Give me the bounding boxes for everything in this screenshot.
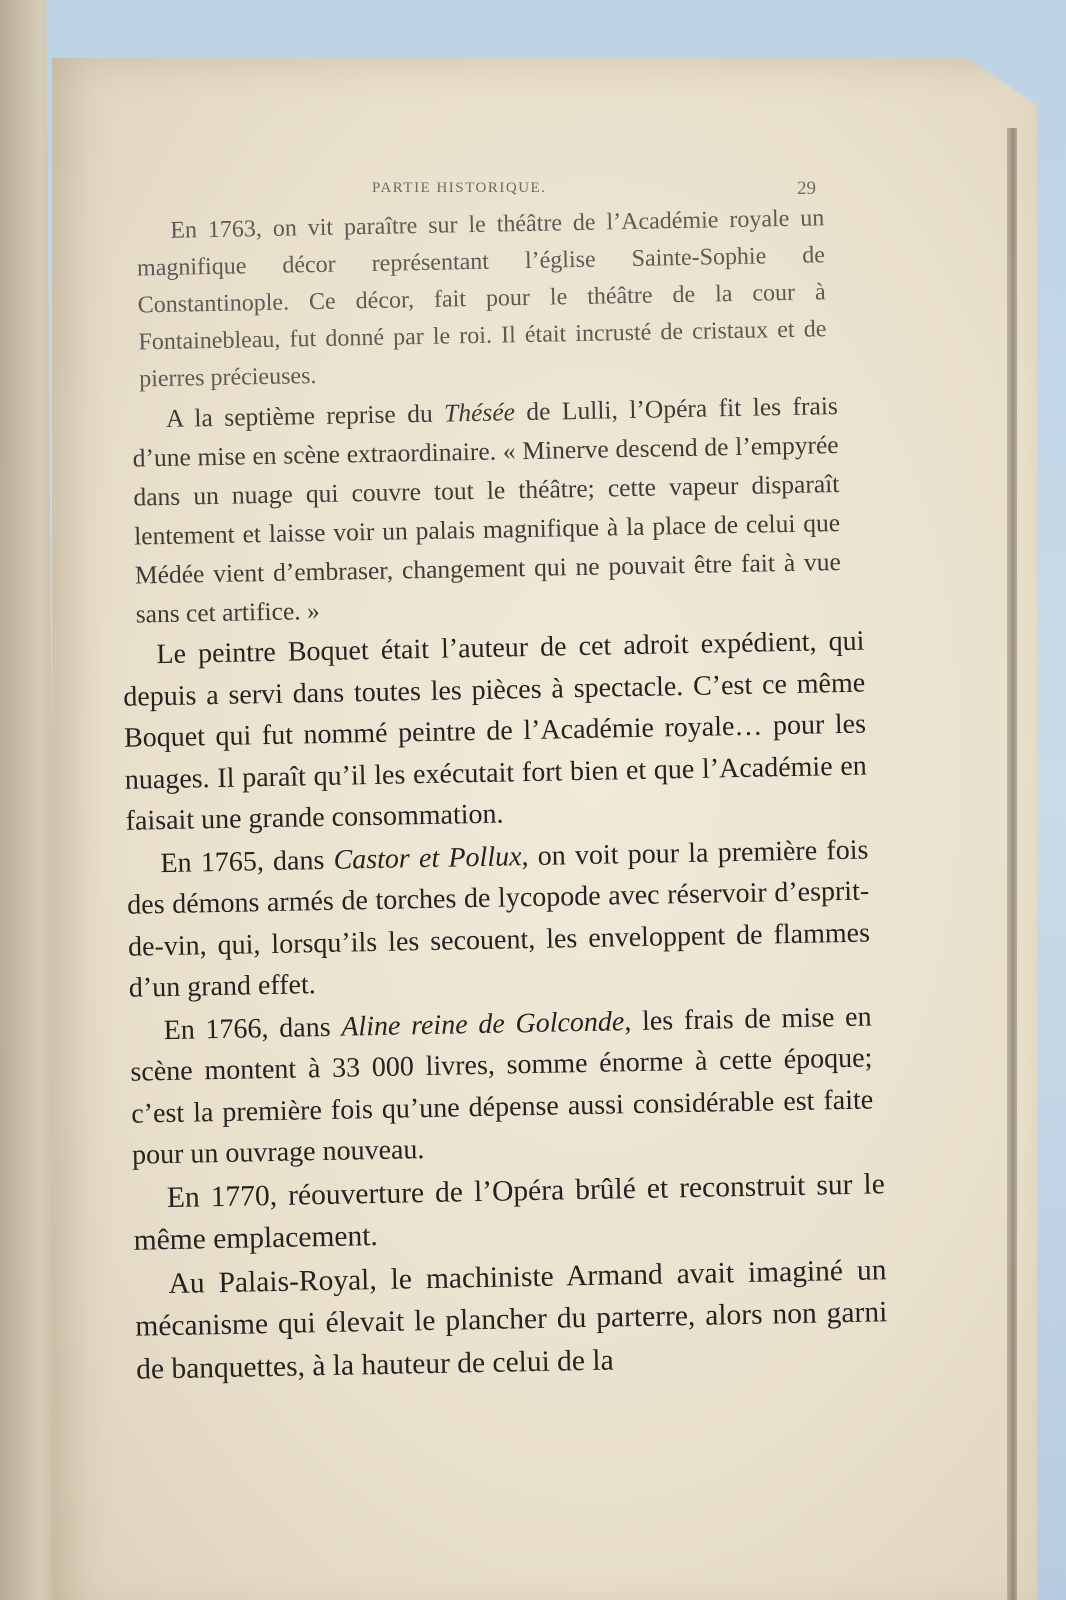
- paragraph-7-text: Au Palais-Royal, le machiniste Armand avait imaginé un mécanisme qui élevait le plancher du parterre, alors non garni de banquettes, à la hauteur de celui de la: [135, 1253, 888, 1386]
- paragraph-5: [129, 996, 874, 1176]
- paragraph-7: [134, 1249, 888, 1391]
- paragraph-1-text: En 1763, on vit paraître sur le théâtre de l’Académie royale un magnifique décor représentant l’église Sainte-Sophie de Constantinople. Ce décor, fait pour le théâtre de la cour à Fontainebleau, fut donné par le roi. Il était incrusté de cristaux et de pierres précieuses.: [136, 205, 827, 393]
- body-text: [108, 199, 890, 1390]
- title-castor-et-pollux: Castor et Pollux: [333, 840, 522, 876]
- paragraph-4-text-a: En 1765, dans: [160, 844, 334, 879]
- page-number: 29: [797, 178, 816, 199]
- paragraph-5-text-b: , les frais de mise en scène montent à 33 000 livres, somme énorme à cette époque; c’est la première fois qu’une dépense aussi considérable est faite pour un ouvrage nouveau.: [130, 1000, 874, 1171]
- paragraph-2-text-a: A la septième reprise du: [165, 398, 445, 433]
- paragraph-6: [132, 1163, 885, 1262]
- title-these: Thésée: [443, 397, 516, 428]
- paragraph-2: [132, 386, 842, 634]
- paragraph-1: [136, 200, 827, 398]
- running-title: PARTIE HISTORIQUE.: [372, 180, 547, 196]
- previous-page-edge: [0, 0, 58, 1600]
- paragraph-2-text-b: de Lulli, l’Opéra fit les frais d’une mise en scène extraordinaire. « Minerve descend de l’empyrée dans un nuage qui couvre tout le théâtre; cette vapeur disparaît lentement et laisse voir un palais magnifique à la place de celui que Médée vient d’embraser, changement qui ne pouvait être fait à vue sans cet artifice. »: [132, 391, 842, 629]
- paragraph-3: [122, 621, 868, 843]
- paragraph-4: [126, 829, 871, 1009]
- paragraph-6-text: En 1770, réouverture de l’Opéra brûlé et reconstruit sur le même emplacement.: [133, 1167, 886, 1257]
- page-stack-edge: [1007, 128, 1017, 1600]
- paragraph-5-text-a: En 1766, dans: [163, 1011, 342, 1046]
- paragraph-3-text: Le peintre Boquet était l’auteur de cet adroit expédient, qui depuis a servi dans toutes les pièces à spectacle. C’est ce même Boquet qui fut nommé peintre de l’Académie royale… pour les nuages. Il paraît qu’il les exécutait fort bien et que l’Académie en faisait une grande consommation.: [122, 625, 868, 837]
- paragraph-4-text-b: , on voit pour la première fois des démons armés de torches de lycopode avec réservoir d’esprit-de-vin, qui, lorsqu’ils les secouent, les enveloppent de flammes d’un grand effet.: [126, 834, 871, 1004]
- title-aline-reine-de-golconde: Aline reine de Golconde: [340, 1005, 625, 1043]
